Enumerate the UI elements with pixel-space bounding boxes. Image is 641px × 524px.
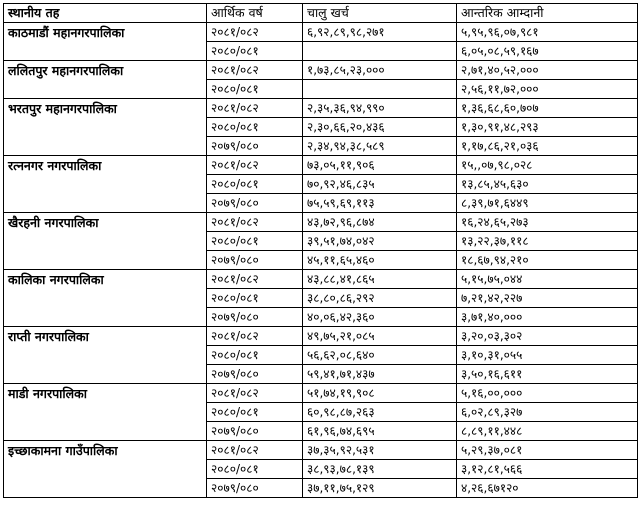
revenue-cell: ८,८९,११,४४८ [457, 422, 638, 441]
fiscal-year-cell: २०८१/०८२ [207, 213, 303, 232]
expenditure-cell: ७०,९२,४६,८३५ [303, 175, 457, 194]
header-current-expenditure: चालु खर्च [303, 4, 457, 23]
revenue-cell: १,१७,८६,२१,०३६ [457, 137, 638, 156]
municipality-name: इच्छाकामना गाउँपालिका [4, 441, 207, 498]
fiscal-year-cell: २०८१/०८२ [207, 99, 303, 118]
expenditure-cell: १,७३,८५,२३,००० [303, 61, 457, 80]
table-row [4, 156, 638, 175]
fiscal-year-cell: २०८०/०८१ [207, 118, 303, 137]
expenditure-cell: ३७,११,७५,१२९ [303, 479, 457, 498]
revenue-cell: ३,१०,३१,०५५ [457, 346, 638, 365]
expenditure-cell: ५१,७४,१९,९०८ [303, 384, 457, 403]
expenditure-cell: ४९,७५,२१,०८५ [303, 327, 457, 346]
table-row [4, 270, 638, 289]
revenue-cell: १३,२२,३७,११८ [457, 232, 638, 251]
fiscal-year-cell: २०७९/०८० [207, 251, 303, 270]
municipality-name: रत्ननगर नगरपालिका [4, 156, 207, 213]
expenditure-cell [303, 42, 457, 61]
fiscal-year-cell: २०८०/०८१ [207, 42, 303, 61]
revenue-cell: ६,०५,०८,५९,१६७ [457, 42, 638, 61]
table-row [4, 213, 638, 232]
expenditure-cell: ३८,८०,८६,२९२ [303, 289, 457, 308]
revenue-cell: १६,२४,६५,२७३ [457, 213, 638, 232]
expenditure-cell: ३८,९३,७८,१३९ [303, 460, 457, 479]
expenditure-cell: २,३५,३६,९४,९९० [303, 99, 457, 118]
revenue-cell: ३,२०,०३,३०२ [457, 327, 638, 346]
expenditure-cell: ७५,५९,६९,११३ [303, 194, 457, 213]
table-row [4, 441, 638, 460]
municipal-finance-table [3, 3, 638, 498]
revenue-cell: ८,३९,७१,६४४९ [457, 194, 638, 213]
table-row [4, 99, 638, 118]
fiscal-year-cell: २०८०/०८१ [207, 346, 303, 365]
expenditure-cell: ५९,४१,७१,४३७ [303, 365, 457, 384]
expenditure-cell: ४०,०६,४२,३६० [303, 308, 457, 327]
fiscal-year-cell: २०८०/०८१ [207, 232, 303, 251]
fiscal-year-cell: २०८१/०८२ [207, 61, 303, 80]
expenditure-cell: ७३,०५,११,९०६ [303, 156, 457, 175]
revenue-cell: १३,८५,४५,६३० [457, 175, 638, 194]
municipality-name: खैरहनी नगरपालिका [4, 213, 207, 270]
revenue-cell: १,३०,९१,४८,२९३ [457, 118, 638, 137]
municipality-name: काठमाडौं महानगरपालिका [4, 23, 207, 61]
revenue-cell: ५,२९,३७,०८१ [457, 441, 638, 460]
fiscal-year-cell: २०८०/०८१ [207, 175, 303, 194]
expenditure-cell [303, 80, 457, 99]
fiscal-year-cell: २०८०/०८१ [207, 80, 303, 99]
revenue-cell: ६,०२,८९,३२७ [457, 403, 638, 422]
municipality-name: भरतपुर महानगरपालिका [4, 99, 207, 156]
header-internal-revenue: आन्तरिक आम्दानी [457, 4, 638, 23]
revenue-cell: ५,१५,७५,०४४ [457, 270, 638, 289]
expenditure-cell: ५६,६२,०८,६४० [303, 346, 457, 365]
municipality-name: ललितपुर महानगरपालिका [4, 61, 207, 99]
revenue-cell: १८,६७,९४,२१० [457, 251, 638, 270]
expenditure-cell: ४३,८८,४१,८६५ [303, 270, 457, 289]
expenditure-cell: ६०,९८,८७,२६३ [303, 403, 457, 422]
expenditure-cell: ३९,५१,७४,०४२ [303, 232, 457, 251]
expenditure-cell: ६१,९६,७४,६९५ [303, 422, 457, 441]
header-local-level: स्थानीय तह [4, 4, 207, 23]
revenue-cell: ७,२१,४२,२२७ [457, 289, 638, 308]
fiscal-year-cell: २०८१/०८२ [207, 384, 303, 403]
header-fiscal-year: आर्थिक वर्ष [207, 4, 303, 23]
revenue-cell: २,५६,११,७२,००० [457, 80, 638, 99]
revenue-cell: ३,७१,४०,००० [457, 308, 638, 327]
municipality-name: माडी नगरपालिका [4, 384, 207, 441]
fiscal-year-cell: २०७९/०८० [207, 479, 303, 498]
revenue-cell: १,३६,६८,६०,७०७ [457, 99, 638, 118]
header-row [4, 4, 638, 23]
expenditure-cell: ४३,७२,९६,८७४ [303, 213, 457, 232]
table-row [4, 384, 638, 403]
fiscal-year-cell: २०८१/०८२ [207, 270, 303, 289]
fiscal-year-cell: २०८१/०८२ [207, 156, 303, 175]
table-body [4, 23, 638, 498]
expenditure-cell: २,३०,६६,२०,४३६ [303, 118, 457, 137]
fiscal-year-cell: २०८०/०८१ [207, 460, 303, 479]
revenue-cell: २,७१,४०,५२,००० [457, 61, 638, 80]
table-row [4, 327, 638, 346]
fiscal-year-cell: २०८०/०८१ [207, 403, 303, 422]
fiscal-year-cell: २०७९/०८० [207, 365, 303, 384]
fiscal-year-cell: २०८१/०८२ [207, 441, 303, 460]
fiscal-year-cell: २०८०/०८१ [207, 289, 303, 308]
revenue-cell: ५,९५,९६,०७,९८१ [457, 23, 638, 42]
municipality-name: राप्ती नगरपालिका [4, 327, 207, 384]
table-row [4, 23, 638, 42]
table-row [4, 61, 638, 80]
revenue-cell: ३,१२,८१,५६६ [457, 460, 638, 479]
fiscal-year-cell: २०७९/०८० [207, 137, 303, 156]
revenue-cell: ३,५०,१६,६११ [457, 365, 638, 384]
fiscal-year-cell: २०७९/०८० [207, 308, 303, 327]
fiscal-year-cell: २०८१/०८२ [207, 327, 303, 346]
revenue-cell: १५,,०७,९८,०२८ [457, 156, 638, 175]
fiscal-year-cell: २०७९/०८० [207, 194, 303, 213]
fiscal-year-cell: २०८१/०८२ [207, 23, 303, 42]
expenditure-cell: २,३४,९४,३८,५८९ [303, 137, 457, 156]
municipality-name: कालिका नगरपालिका [4, 270, 207, 327]
revenue-cell: ५,१६,००,००० [457, 384, 638, 403]
fiscal-year-cell: २०७९/०८० [207, 422, 303, 441]
expenditure-cell: ६,९२,८९,९८,२७१ [303, 23, 457, 42]
expenditure-cell: ३७,३५,९२,५३१ [303, 441, 457, 460]
revenue-cell: ४,२६,६७१२० [457, 479, 638, 498]
expenditure-cell: ४५,११,६५,४६० [303, 251, 457, 270]
